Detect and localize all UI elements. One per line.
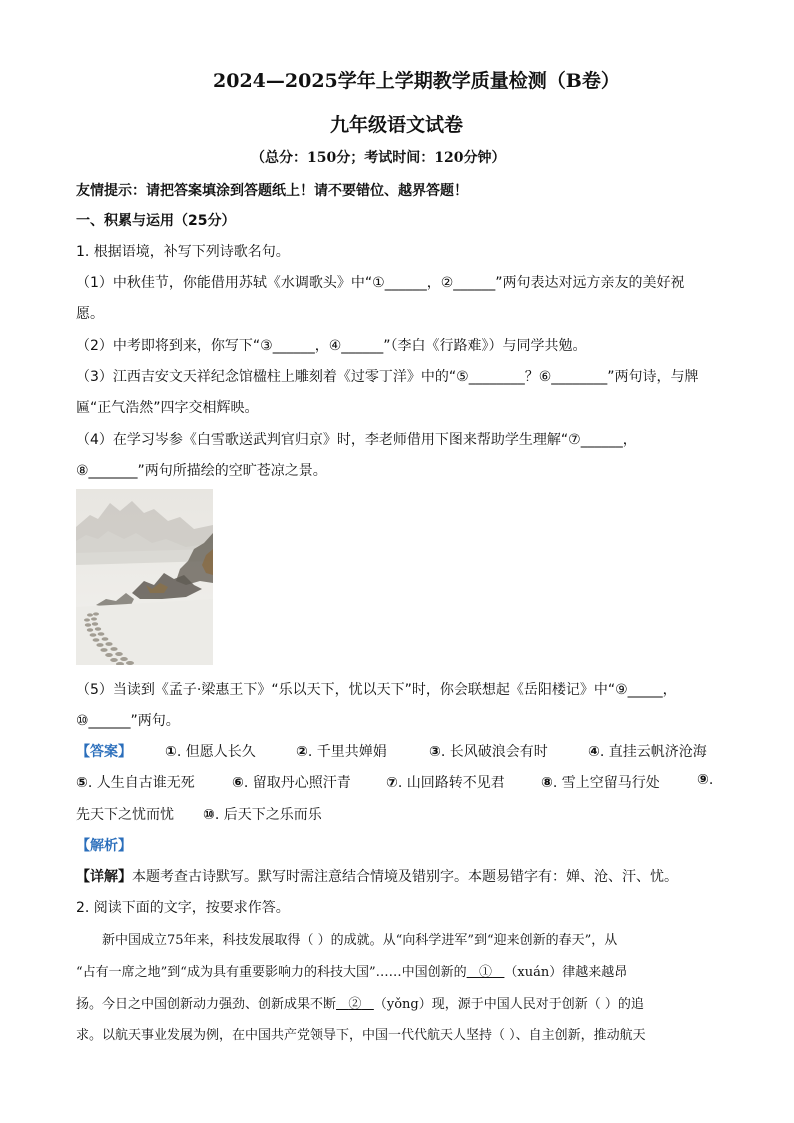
answer-item-7: ⑦. 山回路转不见君 xyxy=(386,775,505,791)
answer-item-5: ⑤. 人生自古谁无死 xyxy=(76,775,195,791)
answer-item-2: ②. 千里共婵娟 xyxy=(296,744,387,760)
answer-item-4: ④. 直挂云帆济沧海 xyxy=(588,744,707,760)
question-1-part-1: （1）中秋佳节，你能借用苏轼《水调歌头》中“①______，②______”两句表达对远方亲友的美好祝 xyxy=(76,275,685,291)
answer-item-1: ①. 但愿人长久 xyxy=(165,744,256,760)
answer-item-6: ⑥. 留取丹心照汗青 xyxy=(232,775,351,791)
passage-line-3: 扬。今日之中国创新动力强劲、创新成果不断 ② （yǒng）现，源于中国人民对于创新（ ）的追 xyxy=(76,997,644,1012)
question-1-part-5-cont: ⑩______”两句。 xyxy=(76,713,180,729)
analysis-label: 【解析】 xyxy=(76,838,132,854)
passage-line-4: 求。以航天事业发展为例，在中国共产党领导下，中国一代代航天人坚持（ ）、自主创新，推动航天 xyxy=(76,1028,646,1043)
question-1-stem: 1. 根据语境，补写下列诗歌名句。 xyxy=(76,244,290,260)
answer-item-9: ⑨. xyxy=(697,772,714,788)
paper-subtitle: 九年级语文试卷 xyxy=(330,114,464,136)
question-1-part-4: （4）在学习岑参《白雪歌送武判官归京》时，李老师借用下图来帮助学生理解“⑦______， xyxy=(76,432,637,448)
question-1-part-3-cont: 匾“正气浩然”四字交相辉映。 xyxy=(76,400,259,416)
friendly-tip: 友情提示：请把答案填涂到答题纸上！请不要错位、越界答题！ xyxy=(76,183,468,199)
question-1-part-4-cont: ⑧_______”两句所描绘的空旷苍凉之景。 xyxy=(76,463,327,479)
question-1-part-3: （3）江西吉安文天祥纪念馆楹柱上雕刻着《过零丁洋》中的“⑤________？⑥________”两句诗，与牌 xyxy=(76,369,699,385)
section-heading: 一、积累与运用（25分） xyxy=(76,213,236,229)
detail-explanation: 【详解】本题考查古诗默写。默写时需注意结合情境及错别字。本题易错字有：婵、沧、汗、忧。 xyxy=(76,869,678,885)
question-1-part-2: （2）中考即将到来，你写下“③______，④______”（李白《行路难》）与同学共勉。 xyxy=(76,338,587,354)
answer-item-8: ⑧. 雪上空留马行处 xyxy=(541,775,660,791)
answer-label: 【答案】 xyxy=(76,744,132,760)
passage-line-1: 新中国成立75年来，科技发展取得（ ）的成就。从“向科学进军”到“迎来创新的春天”，从 xyxy=(102,933,618,948)
answer-item-10: ⑩. 后天下之乐而乐 xyxy=(203,807,322,823)
question-2-stem: 2. 阅读下面的文字，按要求作答。 xyxy=(76,900,290,916)
answer-item-9-text: 先天下之忧而忧 xyxy=(76,807,174,823)
passage-line-2: “占有一席之地”到“成为具有重要影响力的科技大国”……中国创新的 ① （xuán）律越来越昂 xyxy=(76,965,628,980)
landscape-ink-painting xyxy=(76,489,213,665)
question-1-part-1-cont: 愿。 xyxy=(76,306,104,322)
question-1-part-5: （5）当读到《孟子·梁惠王下》“乐以天下，忧以天下”时，你会联想起《岳阳楼记》中“⑨_____， xyxy=(76,682,677,698)
landscape-painting-image xyxy=(76,489,213,665)
exam-meta: （总分：150分；考试时间：120分钟） xyxy=(251,150,506,166)
answer-item-3: ③. 长风破浪会有时 xyxy=(429,744,548,760)
page-title: 2024—2025学年上学期教学质量检测（B卷） xyxy=(213,70,620,92)
